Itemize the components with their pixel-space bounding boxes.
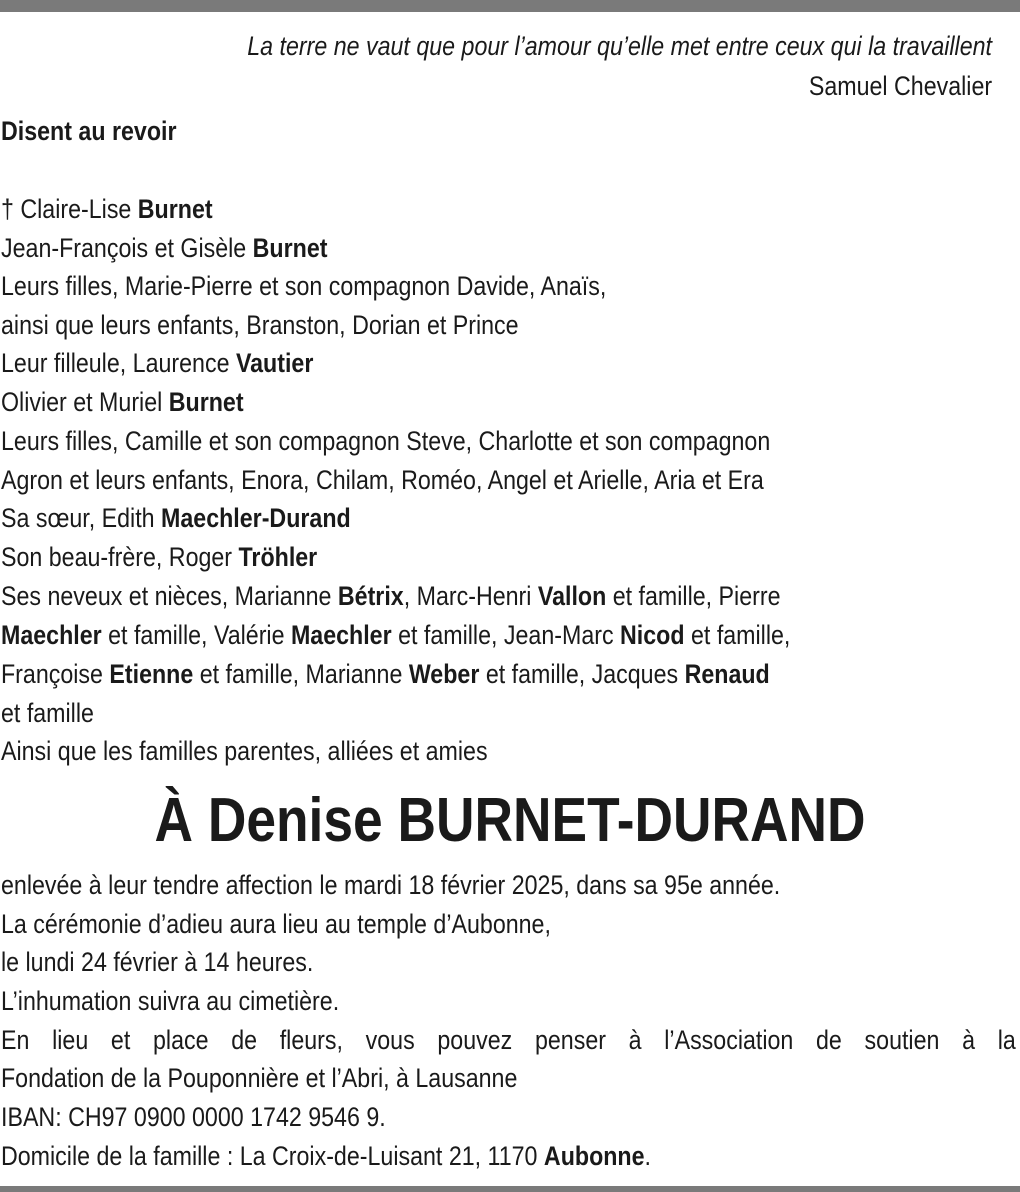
bottom-rule bbox=[0, 1186, 1020, 1192]
iban-line: IBAN: CH97 0900 0000 1742 9546 9. bbox=[1, 1102, 386, 1132]
family-line: et famille bbox=[1, 698, 94, 728]
family-line: Son beau-frère, Roger Tröhler bbox=[1, 542, 318, 572]
detail-line: La cérémonie d’adieu aura lieu au temple d’Aubonne, bbox=[1, 909, 551, 939]
family-line: ainsi que leurs enfants, Branston, Dorian et Prince bbox=[1, 310, 519, 340]
family-line: Sa sœur, Edith Maechler-Durand bbox=[1, 503, 351, 533]
detail-line: En lieu et place de fleurs, vous pouvez penser à l’Association de soutien à la bbox=[1, 1025, 1016, 1055]
family-line: Françoise Etienne et famille, Marianne Weber et famille, Jacques Renaud bbox=[1, 659, 770, 689]
top-rule bbox=[0, 0, 1020, 12]
family-line: Leurs filles, Camille et son compagnon Steve, Charlotte et son compagnon bbox=[1, 426, 771, 456]
deceased-name-headline: À Denise BURNET-DURAND bbox=[154, 786, 866, 855]
detail-line: le lundi 24 février à 14 heures. bbox=[1, 947, 314, 977]
family-line: Agron et leurs enfants, Enora, Chilam, Roméo, Angel et Arielle, Aria et Era bbox=[1, 465, 764, 495]
family-line: Leurs filles, Marie-Pierre et son compagnon Davide, Anaïs, bbox=[1, 271, 607, 301]
family-line: Olivier et Muriel Burnet bbox=[1, 387, 244, 417]
family-address-line: Domicile de la famille : La Croix-de-Luisant 21, 1170 Aubonne. bbox=[1, 1141, 651, 1171]
family-line: Ainsi que les familles parentes, alliées et amies bbox=[1, 736, 488, 766]
family-line: Jean-François et Gisèle Burnet bbox=[1, 233, 328, 263]
detail-line: L’inhumation suivra au cimetière. bbox=[1, 986, 340, 1016]
detail-line: Fondation de la Pouponnière et l’Abri, à Lausanne bbox=[1, 1063, 518, 1093]
family-line: Leur filleule, Laurence Vautier bbox=[1, 348, 314, 378]
epigraph-author: Samuel Chevalier bbox=[808, 71, 992, 101]
epigraph-quote: La terre ne vaut que pour l’amour qu’elle met entre ceux qui la travaillent bbox=[247, 31, 992, 61]
intro-heading: Disent au revoir bbox=[1, 116, 177, 146]
detail-line: enlevée à leur tendre affection le mardi 18 février 2025, dans sa 95e année. bbox=[1, 870, 781, 900]
family-line: † Claire-Lise Burnet bbox=[1, 194, 213, 224]
family-line: Maechler et famille, Valérie Maechler et famille, Jean-Marc Nicod et famille, bbox=[1, 620, 791, 650]
family-line: Ses neveux et nièces, Marianne Bétrix, Marc-Henri Vallon et famille, Pierre bbox=[1, 581, 781, 611]
